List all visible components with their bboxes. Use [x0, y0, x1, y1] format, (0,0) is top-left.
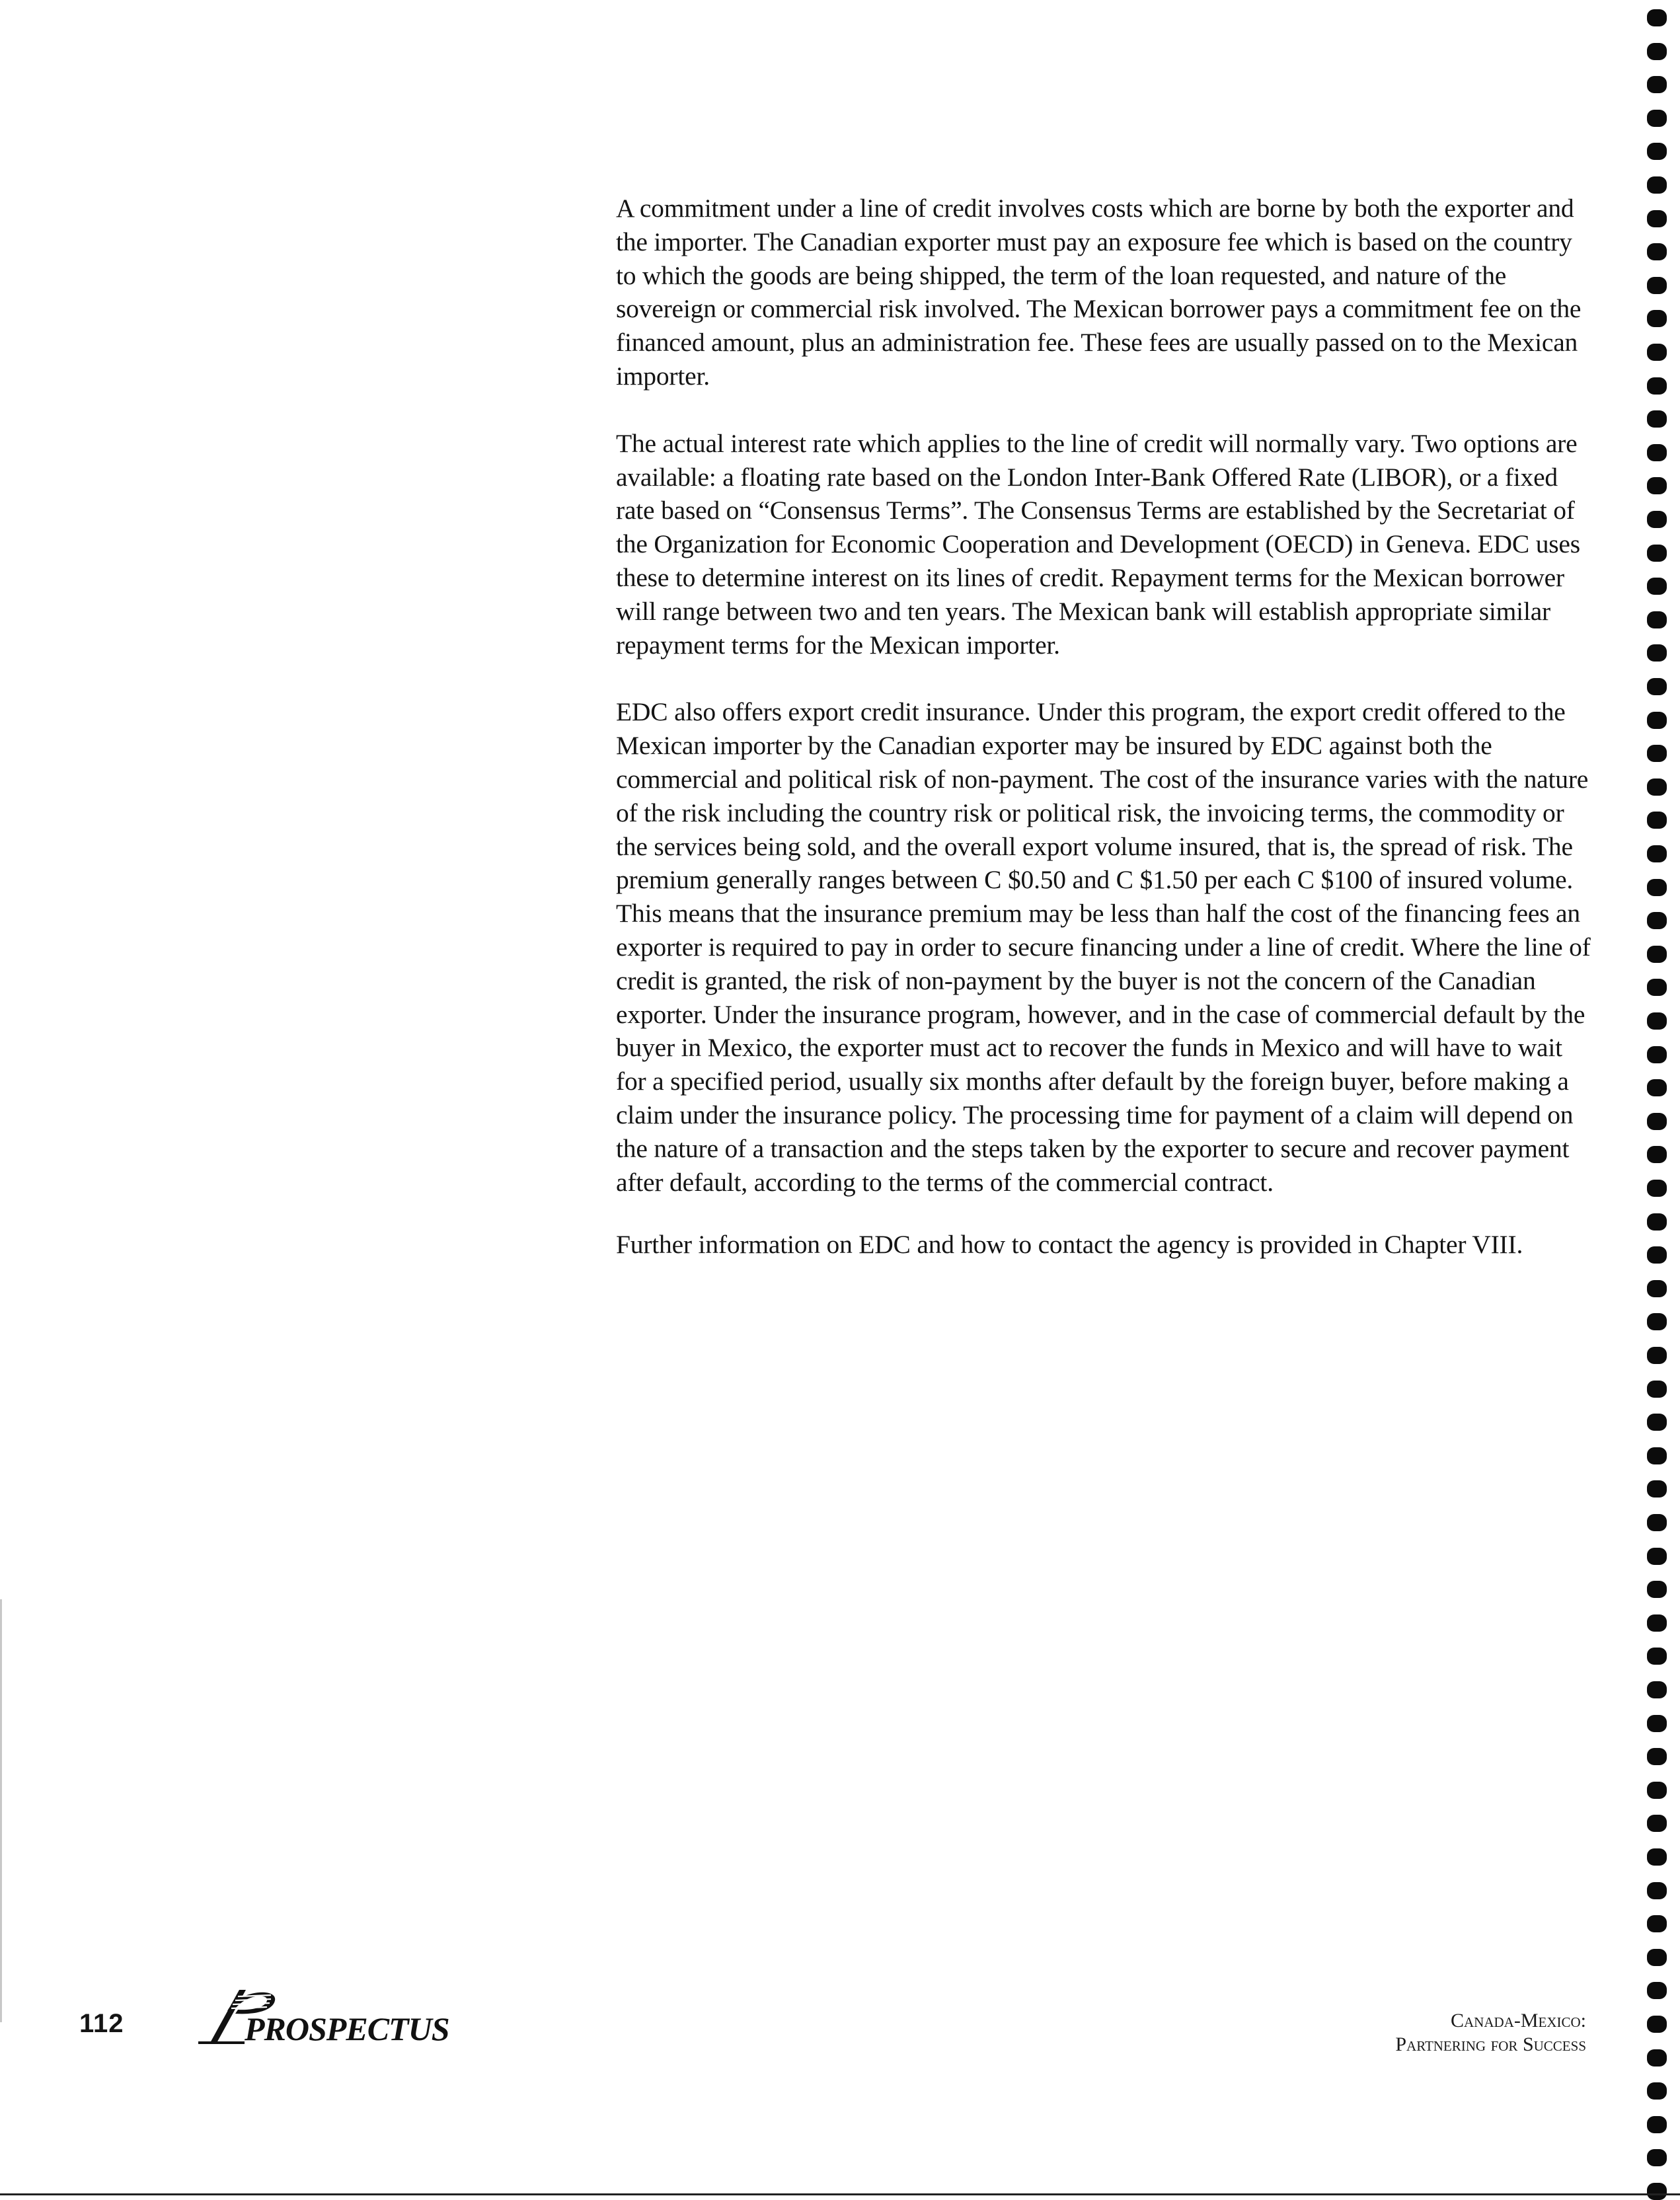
paragraph-interest-rate: The actual interest rate which applies to the line of credit will normally vary. Two options are available: a floating rate based on the London Inter-Bank Offered Rate (LIBOR), or a fixed rate based on “Consensus Terms”. The Consensus Terms are established by the Secretariat of the Organization for Economic Cooperation and Development (OECD) in Geneva. EDC uses these to determine interest on its lines of credit. Repayment terms for the Mexican borrower will range between two and ten years. The Mexican bank will establish appropriate similar repayment terms for the Mexican importer.: [616, 428, 1580, 660]
binding-hole-icon: [1647, 76, 1667, 93]
binding-hole-icon: [1647, 110, 1667, 127]
binding-hole-icon: [1647, 1146, 1667, 1163]
binding-hole-icon: [1647, 1782, 1667, 1799]
binding-hole-icon: [1647, 644, 1667, 662]
scan-margin-line: [0, 1599, 2, 2022]
binding-hole-icon: [1647, 1581, 1667, 1598]
binding-hole-icon: [1647, 1614, 1667, 1632]
binding-hole-icon: [1647, 1246, 1667, 1264]
binding-hole-icon: [1647, 511, 1667, 528]
paragraph-export-credit-insurance: EDC also offers export credit insurance. Under this program, the export credit offered to the Mexican importer by the Canadian exporter may be insured by EDC against both the commercial and political risk of non-payment. The cost of the insurance varies with the nature of the risk including the country risk or political risk, the invoicing terms, the commodity or the services being sold, and the overall export volume insured, that is, the spread of risk. The premium generally ranges between C $0.50 and C $1.50 per each C $100 of insured volume. This means that the insurance premium may be less than half the cost of the financing fees an exporter is required to pay in order to secure financing under a line of credit. Where the line of credit is granted, the risk of non-payment by the buyer is not the concern of the Canadian exporter. Under the insurance program, however, and in the case of commercial default by the buyer in Mexico, the exporter must act to recover the funds in Mexico and will have to wait for a specified period, usually six months after default by the foreign buyer, before making a claim under the insurance policy. The processing time for payment of a claim will depend on the nature of a transaction and the steps taken by the exporter to secure and recover payment after default, according to the terms of the commercial contract.: [616, 697, 1591, 1197]
binding-hole-icon: [1647, 845, 1667, 862]
binding-hole-icon: [1647, 377, 1667, 395]
binding-hole-icon: [1647, 1046, 1667, 1063]
binding-hole-icon: [1647, 1715, 1667, 1732]
binding-hole-icon: [1647, 1113, 1667, 1130]
page-number: 112: [79, 2009, 124, 2038]
prospectus-logo-text: PROSPECTUS: [245, 2010, 449, 2047]
binding-hole-icon: [1647, 2116, 1667, 2133]
publication-title-line2: Partnering for Success: [1395, 2033, 1586, 2055]
binding-hole-icon: [1647, 1180, 1667, 1197]
page-bottom-edge: [0, 2193, 1680, 2195]
binding-hole-icon: [1647, 277, 1667, 294]
binding-hole-icon: [1647, 344, 1667, 361]
binding-hole-icon: [1647, 745, 1667, 762]
binding-hole-icon: [1647, 1848, 1667, 1866]
binding-hole-icon: [1647, 410, 1667, 428]
binding-hole-icon: [1647, 812, 1667, 829]
paragraph-further-information: Further information on EDC and how to contact the agency is provided in Chapter VIII.: [616, 1230, 1523, 1260]
binding-hole-icon: [1647, 2183, 1667, 2200]
publication-title: [1395, 2009, 1586, 2057]
binding-hole-icon: [1647, 578, 1667, 595]
spiral-binding: [1647, 0, 1680, 2197]
binding-hole-icon: [1647, 912, 1667, 929]
binding-hole-icon: [1647, 1213, 1667, 1231]
binding-hole-icon: [1647, 1079, 1667, 1096]
binding-hole-icon: [1647, 2016, 1667, 2033]
binding-hole-icon: [1647, 210, 1667, 227]
binding-hole-icon: [1647, 712, 1667, 729]
binding-hole-icon: [1647, 1414, 1667, 1431]
binding-hole-icon: [1647, 1381, 1667, 1398]
binding-hole-icon: [1647, 176, 1667, 194]
publication-title-line1: Canada-Mexico:: [1451, 2010, 1586, 2031]
binding-hole-icon: [1647, 477, 1667, 494]
binding-hole-icon: [1647, 611, 1667, 628]
binding-hole-icon: [1647, 1982, 1667, 1999]
binding-hole-icon: [1647, 1748, 1667, 1765]
paragraph-line-of-credit-costs: A commitment under a line of credit involves costs which are borne by both the exporter and the importer. The Canadian exporter must pay an exposure fee which is based on the country to which the goods are being shipped, the term of the loan requested, and nature of the sovereign or commercial risk involved. The Mexican borrower pays a commitment fee on the financed amount, plus an administration fee. These fees are usually passed on to the Mexican importer.: [616, 194, 1582, 391]
binding-hole-icon: [1647, 979, 1667, 996]
binding-hole-icon: [1647, 1915, 1667, 1932]
document-body: [616, 192, 1594, 1262]
binding-hole-icon: [1647, 545, 1667, 562]
prospectus-logo: [198, 1986, 456, 2045]
binding-hole-icon: [1647, 1681, 1667, 1698]
binding-hole-icon: [1647, 778, 1667, 796]
binding-hole-icon: [1647, 310, 1667, 327]
binding-hole-icon: [1647, 1447, 1667, 1464]
binding-hole-icon: [1647, 2149, 1667, 2166]
binding-hole-icon: [1647, 1949, 1667, 1966]
binding-hole-icon: [1647, 444, 1667, 461]
binding-hole-icon: [1647, 879, 1667, 896]
binding-hole-icon: [1647, 678, 1667, 695]
binding-hole-icon: [1647, 1815, 1667, 1832]
binding-hole-icon: [1647, 243, 1667, 260]
binding-hole-icon: [1647, 1648, 1667, 1665]
binding-hole-icon: [1647, 1313, 1667, 1330]
binding-hole-icon: [1647, 43, 1667, 60]
binding-hole-icon: [1647, 9, 1667, 26]
binding-hole-icon: [1647, 1882, 1667, 1899]
binding-hole-icon: [1647, 2082, 1667, 2100]
binding-hole-icon: [1647, 1548, 1667, 1565]
binding-hole-icon: [1647, 1514, 1667, 1531]
binding-hole-icon: [1647, 1480, 1667, 1498]
binding-hole-icon: [1647, 1347, 1667, 1364]
binding-hole-icon: [1647, 946, 1667, 963]
binding-hole-icon: [1647, 1012, 1667, 1030]
binding-hole-icon: [1647, 2049, 1667, 2067]
binding-hole-icon: [1647, 1280, 1667, 1297]
binding-hole-icon: [1647, 143, 1667, 160]
